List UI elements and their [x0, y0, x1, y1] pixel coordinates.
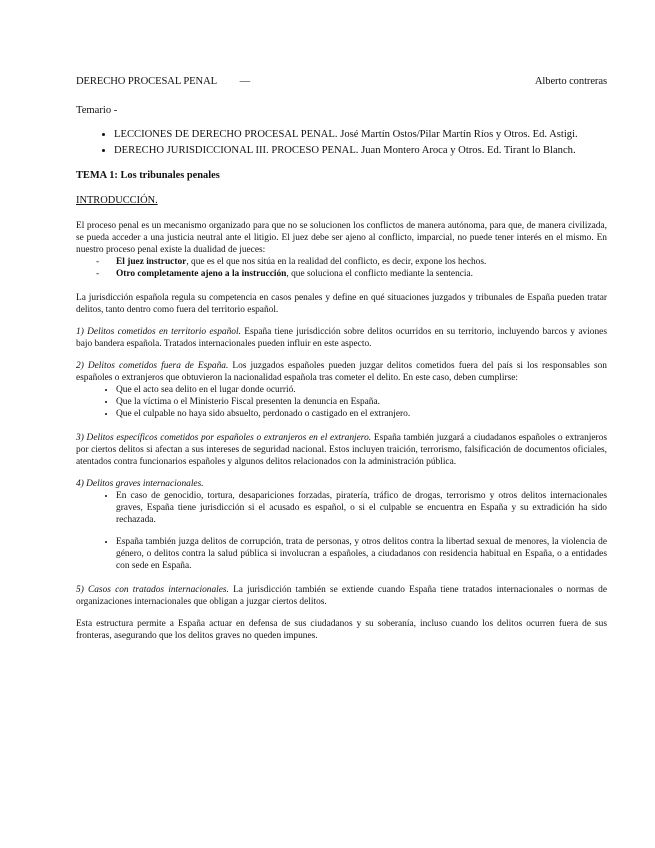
section-4-list — [76, 490, 607, 572]
closing-paragraph: Esta estructura permite a España actuar en defensa de sus ciudadanos y su soberanía, incluso cuando los delitos ocurren fuera de sus fronteras, asegurando que los delitos graves no queden impunes. — [76, 619, 607, 641]
header-title-group — [76, 76, 250, 87]
tema-heading: TEMA 1: Los tribunales penales — [76, 170, 220, 181]
section-text: Los juzgados españoles pueden juzgar delitos cometidos fuera del país si los responsables son españoles o extranjeros que obtuvieron la nacionalidad española tras cometer el delito. En este caso, deben cumplirse: — [76, 361, 607, 383]
list-item: • Que la víctima o el Ministerio Fiscal presenten la denuncia en España. — [116, 396, 607, 408]
section-label: 5) Casos con tratados internacionales. — [76, 585, 229, 595]
section-text: La jurisdicción también se extiende cuando España tiene tratados internacionales o normas de organizaciones internacionales que obligan a juzgar ciertos delitos. — [76, 585, 607, 607]
list-item: - El juez instructor, que es el que nos sitúa en la realidad del conflicto, es decir, expone los hechos. — [96, 257, 487, 267]
section-3-paragraph — [76, 432, 607, 468]
section-2-conditions — [76, 384, 607, 420]
jurisdiction-paragraph: La jurisdicción española regula su competencia en casos penales y define en qué situaciones juzgados y tribunales de España pueden tratar delitos, tanto dentro como fuera del territorio español. — [76, 293, 607, 315]
reference-list — [76, 128, 607, 158]
judges-list — [76, 256, 607, 280]
section-text: España tiene jurisdicción sobre delitos ocurridos en su territorio, incluyendo barcos y aviones bajo bandera española. Tratados internacionales pueden influir en este aspecto. — [76, 327, 607, 349]
section-label: 4) Delitos graves internacionales. — [76, 479, 204, 489]
section-5-paragraph — [76, 584, 607, 608]
intro-paragraph: El proceso penal es un mecanismo organizado para que no se solucionen los conflictos de manera autónoma, para que, de manera civilizada, se pueda acceder a una justicia neutral ante el litigio. El juez debe ser ajeno al conflicto, imparcial, no puede tener interés en el mismo. En nuestro proceso penal existe la dualidad de jueces: — [76, 221, 607, 255]
list-item: • Que el acto sea delito en el lugar donde ocurrió. — [116, 384, 607, 396]
judge-term: El juez instructor — [116, 257, 187, 267]
section-label: 1) Delitos cometidos en territorio español. — [76, 327, 241, 337]
judge-term: Otro completamente ajeno a la instrucción — [116, 269, 287, 279]
section-1-paragraph — [76, 326, 607, 350]
judge-description: , que es el que nos sitúa en la realidad del conflicto, es decir, expone los hechos. — [186, 257, 487, 267]
header-dash: — — [239, 76, 251, 87]
judge-description: , que soluciona el conflicto mediante la sentencia. — [286, 269, 474, 279]
course-title: DERECHO PROCESAL PENAL — [76, 76, 218, 87]
section-label: 2) Delitos cometidos fuera de España. — [76, 361, 229, 371]
list-item: • En caso de genocidio, tortura, desapariciones forzadas, piratería, tráfico de drogas, terrorismo y otros delitos internacionales graves, España tiene jurisdicción si el acusado es español, o si el culpable se encuentra en España y su extradición ha sido rechazada. — [116, 490, 607, 526]
section-2-paragraph — [76, 360, 607, 384]
section-4-heading — [76, 478, 607, 490]
document-header — [76, 76, 607, 87]
temario-label: Temario - — [76, 105, 118, 116]
list-item: • Que el culpable no haya sido absuelto, perdonado o castigado en el extranjero. — [116, 408, 607, 420]
reference-item: • LECCIONES DE DERECHO PROCESAL PENAL. José Martín Ostos/Pilar Martín Ríos y Otros. Ed. Astigi. — [114, 128, 607, 142]
reference-item: • DERECHO JURISDICCIONAL III. PROCESO PENAL. Juan Montero Aroca y Otros. Ed. Tirant lo Blanch. — [114, 144, 607, 158]
list-item: • España también juzga delitos de corrupción, trata de personas, y otros delitos contra la libertad sexual de menores, la violencia de género, o delitos contra la salud pública si involucran a españoles, a ciudadanos con residencia habitual en España, o a entidades con sede en España. — [116, 536, 607, 572]
author-name: Alberto contreras — [534, 76, 607, 87]
section-text: España también juzgará a ciudadanos españoles o extranjeros por ciertos delitos si afectan a sus intereses de seguridad nacional. Estos incluyen traición, terrorismo, falsificación de documentos oficiales, atentados contra funcionarios españoles y algunos delitos relacionados con la administración pública. — [76, 433, 608, 467]
introduction-heading: INTRODUCCIÓN. — [76, 195, 158, 206]
list-item: - Otro completamente ajeno a la instrucción, que soluciona el conflicto mediante la sentencia. — [96, 269, 474, 279]
section-label: 3) Delitos específicos cometidos por españoles o extranjeros en el extranjero. — [76, 433, 372, 443]
